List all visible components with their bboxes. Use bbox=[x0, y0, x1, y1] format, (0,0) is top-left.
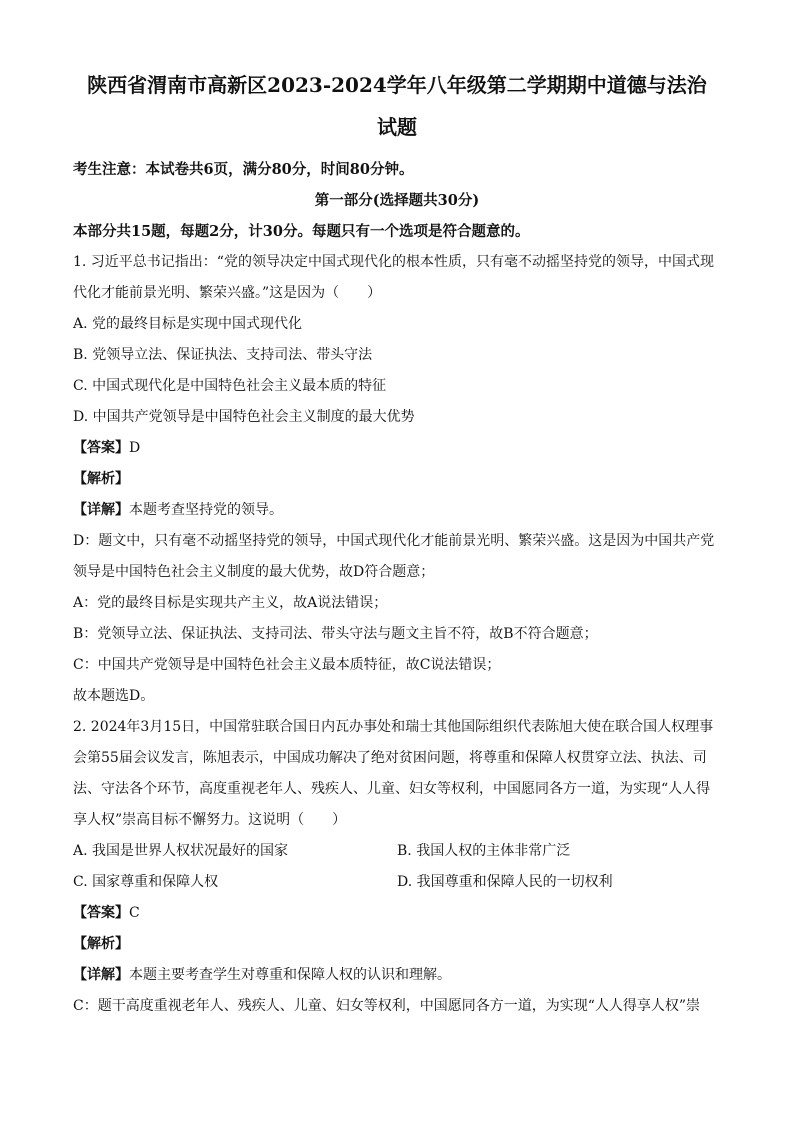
q2-stem-line-1: 2. 2024年3月15日，中国常驻联合国日内瓦办事处和瑞士其他国际组织代表陈旭大使在联合国人权理事 bbox=[73, 719, 714, 735]
q1-stem-line-2: 代化才能前景光明、繁荣兴盛。”这是因为（ ） bbox=[73, 285, 382, 301]
q2-stem-line-3: 法、守法各个环节，高度重视老年人、残疾人、儿童、妇女等权利，中国愿同各方一道，为实现“人人得 bbox=[73, 781, 711, 797]
q2-option-b: B. 我国人权的主体非常广泛 bbox=[397, 843, 571, 859]
q2-option-c: C. 国家尊重和保障人权 bbox=[73, 874, 219, 890]
q1-explanation-b: B：党领导立法、保证执法、支持司法、带头守法与题文主旨不符，故B不符合题意； bbox=[73, 626, 598, 642]
q1-explanation-c: C：中国共产党领导是中国特色社会主义最本质特征，故C说法错误； bbox=[73, 657, 501, 673]
q2-explanation-line-1: C：题干高度重视老年人、残疾人、儿童、妇女等权利，中国愿同各方一道，为实现“人人得享人权”崇 bbox=[73, 998, 701, 1014]
q2-detail-tag: 【详解】 bbox=[73, 967, 129, 983]
q2-answer-value: C bbox=[129, 905, 140, 921]
q1-detail-text: 本题考查坚持党的领导。 bbox=[129, 502, 283, 518]
q2-detail bbox=[73, 960, 721, 991]
exam-notice: 考生注意：本试卷共6页，满分80分，时间80分钟。 bbox=[73, 161, 414, 178]
title-line-1: 陕西省渭南市高新区2023-2024学年八年级第二学期期中道德与法治 bbox=[87, 73, 707, 97]
q1-option-d: D. 中国共产党领导是中国特色社会主义制度的最大优势 bbox=[73, 409, 415, 425]
q1-answer bbox=[73, 433, 721, 464]
q1-stem-line-1: 1. 习近平总书记指出：“党的领导决定中国式现代化的根本性质，只有毫不动摇坚持党的领导，中国式现 bbox=[73, 254, 714, 270]
section-heading: 第一部分(选择题共30分) bbox=[314, 192, 480, 209]
q2-option-d: D. 我国尊重和保障人民的一切权利 bbox=[397, 874, 613, 890]
q1-answer-tag: 【答案】 bbox=[73, 440, 129, 456]
q2-stem-line-2: 会第55届会议发言，陈旭表示，中国成功解决了绝对贫困问题，将尊重和保障人权贯穿立法、执法、司 bbox=[73, 750, 707, 766]
q1-detail bbox=[73, 495, 721, 526]
question-1 bbox=[73, 247, 721, 712]
section-instruction: 本部分共15题，每题2分，计30分。每题只有一个选项是符合题意的。 bbox=[73, 223, 530, 240]
page-title bbox=[73, 62, 721, 150]
q2-answer-tag: 【答案】 bbox=[73, 905, 129, 921]
q2-answer bbox=[73, 898, 721, 929]
q2-options-row-1 bbox=[73, 836, 721, 867]
q1-detail-tag: 【详解】 bbox=[73, 502, 129, 518]
question-2 bbox=[73, 712, 721, 1022]
q1-explanation-line-2: 领导是中国特色社会主义制度的最大优势，故D符合题意； bbox=[73, 564, 435, 580]
q2-option-a: A. 我国是世界人权状况最好的国家 bbox=[73, 843, 289, 859]
q2-stem-line-4: 享人权”崇高目标不懈努力。这说明（ ） bbox=[73, 812, 347, 828]
q1-explanation-a: A：党的最终目标是实现共产主义，故A说法错误； bbox=[73, 595, 388, 611]
q1-conclusion: 故本题选D。 bbox=[73, 688, 155, 704]
q1-option-a: A. 党的最终目标是实现中国式现代化 bbox=[73, 316, 303, 332]
title-line-2: 试题 bbox=[377, 115, 417, 139]
q1-analysis-tag: 【解析】 bbox=[73, 471, 129, 487]
q2-analysis-tag: 【解析】 bbox=[73, 936, 129, 952]
q2-options-row-2 bbox=[73, 867, 721, 898]
q1-option-c: C. 中国式现代化是中国特色社会主义最本质的特征 bbox=[73, 378, 387, 394]
q1-explanation-line-1: D：题文中，只有毫不动摇坚持党的领导，中国式现代化才能前景光明、繁荣兴盛。这是因为中国共产党 bbox=[73, 533, 715, 549]
q1-answer-value: D bbox=[129, 440, 141, 456]
q2-detail-text: 本题主要考查学生对尊重和保障人权的认识和理解。 bbox=[129, 967, 451, 983]
q1-option-b: B. 党领导立法、保证执法、支持司法、带头守法 bbox=[73, 347, 373, 363]
